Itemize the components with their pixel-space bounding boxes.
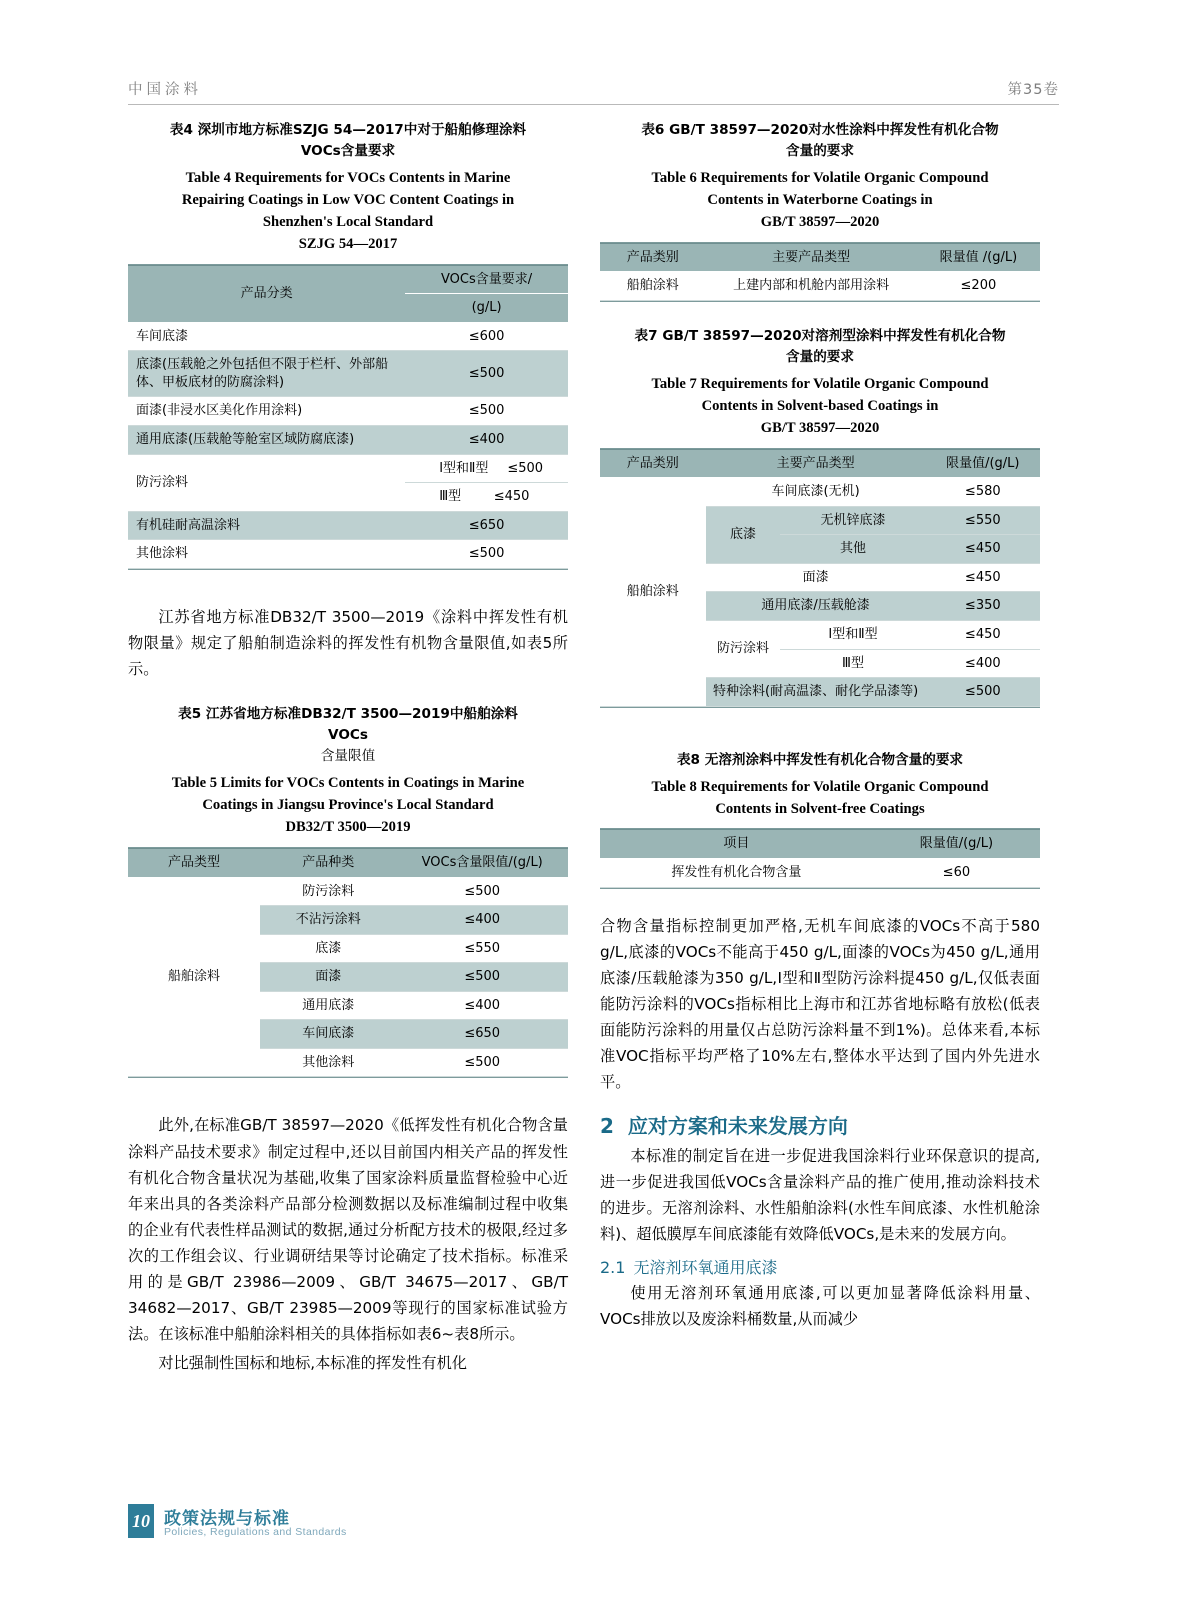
table-row (128, 877, 568, 906)
table7-caption-en: Table 7 Requirements for Volatile Organic Compound Contents in Solvent-based Coatings in GB/T 38597—2020 (651, 376, 989, 436)
running-head (128, 78, 1059, 104)
table4-cell-subtype: Ⅰ型和Ⅱ型 ≤500 (405, 454, 568, 483)
subsection-number: 2.1 (600, 1258, 626, 1278)
table-row (600, 478, 1040, 507)
footer-section-cn: 政策法规与标准 (164, 1509, 290, 1529)
table6-th-product: 主要产品类型 (706, 243, 917, 272)
table7-cell-product: 面漆 (706, 563, 926, 592)
table5-cell-limit: ≤550 (396, 934, 568, 963)
table-row (128, 454, 568, 483)
table4-cell-limit: ≤400 (405, 425, 568, 454)
table7-cell-limit: ≤450 (926, 620, 1040, 649)
table8-caption-cn: 表8 无溶剂涂料中挥发性有机化合物含量的要求 (676, 751, 964, 768)
table6-th-category: 产品类别 (600, 243, 706, 272)
table7-cell-product: 特种涂料(耐高温漆、耐化学品漆等) (706, 678, 926, 707)
section-title: 应对方案和未来发展方向 (627, 1113, 848, 1138)
left-column (128, 120, 568, 1378)
table4-cell-category: 面漆(非浸水区美化作用涂料) (128, 397, 405, 426)
table7-cell-product: Ⅲ型 (780, 649, 925, 678)
paragraph-left-2: 对比强制性国标和地标,本标准的挥发性有机化 (158, 1353, 467, 1372)
table6 (600, 242, 1040, 302)
table4-cell-limit: ≤600 (405, 322, 568, 351)
table8-cell-item: 挥发性有机化合物含量 (600, 859, 873, 888)
table4-cell-category: 车间底漆 (128, 322, 405, 351)
table7-cell-limit: ≤450 (926, 535, 1040, 564)
table7-cell-subgroup: 底漆 (706, 506, 781, 563)
table7-cell-product: 无机锌底漆 (780, 506, 925, 535)
table5-cell-limit: ≤500 (396, 1048, 568, 1077)
table5-cell-kind: 防污涂料 (260, 877, 396, 906)
table5-cell-kind: 不沾污涂料 (260, 906, 396, 935)
footer-section-en: Policies, Regulations and Standards (164, 1526, 347, 1538)
table6-cell-product: 上建内部和机舱内部用涂料 (706, 272, 917, 301)
paragraph-left-1: 此外,在标准GB/T 38597—2020《低挥发性有机化合物含量涂料产品技术要求》制定过程中,还以目前国内相关产品的挥发性有机化合物含量状况为基础,收集了国家涂料质量监督检验中心近年来出具的各类涂料产品部分检测数据以及标准编制过程中收集的企业有代表性样品测试的数据,通过分析配方技术的极限,经过多次的工作组会议、行业调研结果等讨论确定了技术指标。标准采用的是GB/T 23986—2009、GB/T 34675—2017、GB/T 34682—2017、GB/T 23985—2009等现行的国家标准试验方法。在该标准中船舶涂料相关的具体指标如表6~表8所示。 (128, 1116, 568, 1344)
table7-cell-product: 通用底漆/压载舱漆 (706, 592, 926, 621)
table4-th-limit: VOCs含量要求/ (405, 265, 568, 294)
table5-th-limit: VOCs含量限值/(g/L) (396, 848, 568, 877)
table5-cell-limit: ≤500 (396, 877, 568, 906)
table4-cell-limit: ≤500 (405, 351, 568, 397)
table7-cell-limit: ≤450 (926, 563, 1040, 592)
table5-cell-kind: 车间底漆 (260, 1020, 396, 1049)
table-row (128, 397, 568, 426)
section-heading-2 (600, 1110, 1040, 1139)
paragraph-right-1: 合物含量指标控制更加严格,无机车间底漆的VOCs不高于580 g/L,底漆的VOCs不能高于450 g/L,面漆的VOCs为450 g/L,通用底漆/压载舱漆为350 g/L,Ⅰ型和Ⅱ型防污涂料提450 g/L,仅低表面能防污涂料的VOCs指标相比上海市和江苏省地标略有放松(低表面能防污涂料的用量仅占总防污涂料量不到1%)。总体来看,本标准VOC指标平均严格了10%左右,整体水平达到了国内外先进水平。 (600, 916, 1040, 1092)
table4-header-row (128, 265, 568, 294)
table8-cell-limit: ≤60 (873, 859, 1040, 888)
table4-cell-limit: ≤500 (405, 540, 568, 569)
table5-cell-kind: 其他涂料 (260, 1048, 396, 1077)
table5-cell-limit: ≤650 (396, 1020, 568, 1049)
table-row (128, 425, 568, 454)
table8-th-item: 项目 (600, 830, 873, 859)
table7-cell-limit: ≤580 (926, 478, 1040, 507)
table6-th-limit: 限量值 /(g/L) (917, 243, 1040, 272)
subsection-title: 无溶剂环氧通用底漆 (633, 1258, 778, 1278)
page-number: 10 (132, 1510, 150, 1531)
table7-th-product: 主要产品类型 (706, 449, 926, 478)
table5-caption-cn: 表5 江苏省地方标准DB32/T 3500—2019中船舶涂料 VOCs 含量限值 (178, 706, 518, 765)
table7-cell-limit: ≤500 (926, 678, 1040, 707)
right-column (600, 120, 1040, 1334)
table6-header-row (600, 243, 1040, 272)
table7-cell-product: Ⅰ型和Ⅱ型 (780, 620, 925, 649)
running-head-volume: 第35卷 (1007, 82, 1059, 98)
paragraph-jiangsu: 江苏省地方标准DB32/T 3500—2019《涂料中挥发性有机物限量》规定了船舶制造涂料的挥发性有机物含量限值,如表5所示。 (128, 607, 568, 678)
table7-th-category: 产品类别 (600, 449, 706, 478)
table5-cell-kind: 底漆 (260, 934, 396, 963)
table5-cell-limit: ≤400 (396, 906, 568, 935)
table5-header-row (128, 848, 568, 877)
table7-header-row (600, 449, 1040, 478)
table7-cell-product: 其他 (780, 535, 925, 564)
table4-cell-category: 有机硅耐高温涂料 (128, 511, 405, 540)
table-row (128, 322, 568, 351)
section-number: 2 (600, 1113, 614, 1138)
table7-cell-product: 车间底漆(无机) (706, 478, 926, 507)
table7-cell-group: 船舶涂料 (600, 478, 706, 706)
subsection-heading-2-1 (600, 1255, 1040, 1278)
table8 (600, 828, 1040, 888)
table6-cell-limit: ≤200 (917, 272, 1040, 301)
paragraph-right-2: 本标准的制定旨在进一步促进我国涂料行业环保意识的提高,进一步促进我国低VOCs含量涂料产品的推广使用,推动涂料技术的进步。无溶剂涂料、水性船舶涂料(水性车间底漆、水性机舱涂料)、超低膜厚车间底漆能有效降低VOCs,是未来的发展方向。 (600, 1146, 1040, 1243)
table7-caption-cn: 表7 GB/T 38597—2020对溶剂型涂料中挥发性有机化合物 含量的要求 (634, 327, 1006, 365)
table8-th-limit: 限量值/(g/L) (873, 830, 1040, 859)
table4 (128, 264, 568, 570)
table5-cell-kind: 面漆 (260, 963, 396, 992)
table4-cell-category: 其他涂料 (128, 540, 405, 569)
table4-cell-subtype: Ⅲ型 ≤450 (405, 483, 568, 512)
table7-cell-limit: ≤550 (926, 506, 1040, 535)
paragraph-right-3: 使用无溶剂环氧通用底漆,可以更加显著降低涂料用量、VOCs排放以及废涂料桶数量,从而减少 (600, 1284, 1040, 1329)
table6-cell-category: 船舶涂料 (600, 272, 706, 301)
table6-caption-en: Table 6 Requirements for Volatile Organic Compound Contents in Waterborne Coatings in GB/T 38597—2020 (651, 170, 989, 230)
table5 (128, 847, 568, 1078)
table8-header-row (600, 830, 1040, 859)
table4-th-category: 产品分类 (128, 265, 405, 322)
table5-cell-limit: ≤400 (396, 991, 568, 1020)
table-row (600, 272, 1040, 301)
table4-cell-category: 通用底漆(压载舱等舱室区域防腐底漆) (128, 425, 405, 454)
table7-cell-subgroup: 防污涂料 (706, 620, 781, 677)
table5-th-kind: 产品种类 (260, 848, 396, 877)
table5-cell-kind: 通用底漆 (260, 991, 396, 1020)
table4-cell-category: 底漆(压载舱之外包括但不限于栏杆、外部船体、甲板底材的防腐涂料) (128, 351, 405, 397)
table7-th-limit: 限量值/(g/L) (926, 449, 1040, 478)
table4-cell-category: 防污涂料 (128, 454, 405, 511)
table-row (128, 540, 568, 569)
table5-th-type: 产品类型 (128, 848, 260, 877)
table4-caption-en: Table 4 Requirements for VOCs Contents in Marine Repairing Coatings in Low VOC Content Coatings in Shenzhen's Local Standard SZJG 54—2017 (181, 170, 515, 252)
table6-caption-cn: 表6 GB/T 38597—2020对水性涂料中挥发性有机化合物 含量的要求 (641, 122, 999, 160)
table5-caption-en: Table 5 Limits for VOCs Contents in Coatings in Marine Coatings in Jiangsu Province's Local Standard DB32/T 3500—2019 (171, 775, 525, 836)
table8-caption-en: Table 8 Requirements for Volatile Organic Compound Contents in Solvent-free Coatings (651, 778, 989, 817)
table5-cell-limit: ≤500 (396, 963, 568, 992)
table7-cell-limit: ≤400 (926, 649, 1040, 678)
table4-cell-limit: ≤500 (405, 397, 568, 426)
table7-cell-limit: ≤350 (926, 592, 1040, 621)
footer (128, 1504, 588, 1544)
header-rule (128, 104, 1059, 105)
table4-caption-cn: 表4 深圳市地方标准SZJG 54—2017中对于船舶修理涂料 VOCs含量要求 (169, 122, 527, 160)
table4-th-unit: (g/L) (405, 294, 568, 323)
running-head-journal: 中国涂料 (128, 82, 202, 98)
table7 (600, 448, 1040, 708)
table-row (128, 351, 568, 397)
table-row (600, 859, 1040, 888)
table5-cell-group: 船舶涂料 (128, 877, 260, 1077)
table-row (128, 511, 568, 540)
table4-cell-limit: ≤650 (405, 511, 568, 540)
